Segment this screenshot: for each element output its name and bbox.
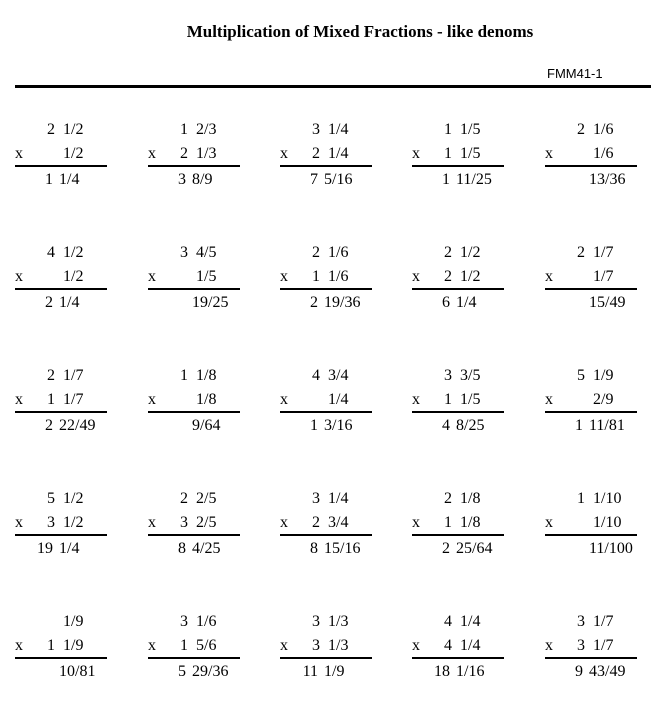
answer-fraction: 1/4 xyxy=(59,540,80,557)
multiplicand-whole: 3 xyxy=(577,613,585,630)
multiplier-fraction: 1/4 xyxy=(328,391,349,408)
multiplicand-whole: 5 xyxy=(47,490,55,507)
answer-bar xyxy=(148,657,240,659)
multiplicand xyxy=(15,367,107,385)
problem xyxy=(545,613,637,683)
multiplicand-fraction: 1/2 xyxy=(63,490,84,507)
problem xyxy=(412,367,504,437)
multiplier-whole: 4 xyxy=(444,637,452,654)
answer-bar xyxy=(545,411,637,413)
answer xyxy=(412,171,504,189)
multiplicand xyxy=(412,490,504,508)
multiplicand-fraction: 1/4 xyxy=(460,613,481,630)
answer-whole: 3 xyxy=(178,171,186,188)
problem xyxy=(545,121,637,191)
times-sign: x xyxy=(148,268,156,285)
multiplier xyxy=(148,637,240,655)
answer-fraction: 10/81 xyxy=(59,663,96,680)
answer-fraction: 22/49 xyxy=(59,417,96,434)
multiplier xyxy=(545,637,637,655)
answer-whole: 8 xyxy=(178,540,186,557)
multiplicand-fraction: 1/6 xyxy=(196,613,217,630)
answer-whole: 19 xyxy=(37,540,53,557)
answer-fraction: 25/64 xyxy=(456,540,493,557)
problem xyxy=(280,613,372,683)
multiplier xyxy=(15,637,107,655)
multiplicand-whole: 2 xyxy=(180,490,188,507)
problem xyxy=(15,367,107,437)
multiplier-whole: 3 xyxy=(180,514,188,531)
multiplier xyxy=(280,268,372,286)
multiplicand-whole: 3 xyxy=(444,367,452,384)
problem xyxy=(280,121,372,191)
multiplier-fraction: 1/6 xyxy=(328,268,349,285)
multiplier-fraction: 2/9 xyxy=(593,391,614,408)
problem xyxy=(280,490,372,560)
answer-whole: 8 xyxy=(310,540,318,557)
multiplier-whole: 2 xyxy=(312,145,320,162)
times-sign: x xyxy=(412,145,420,162)
answer-bar xyxy=(148,411,240,413)
answer-bar xyxy=(412,411,504,413)
times-sign: x xyxy=(412,514,420,531)
answer-bar xyxy=(280,657,372,659)
multiplicand-fraction: 1/6 xyxy=(328,244,349,261)
answer xyxy=(15,417,107,435)
times-sign: x xyxy=(15,268,23,285)
answer-fraction: 8/9 xyxy=(192,171,213,188)
answer-whole: 6 xyxy=(442,294,450,311)
answer-whole: 2 xyxy=(45,417,53,434)
answer-bar xyxy=(15,411,107,413)
answer-whole: 4 xyxy=(442,417,450,434)
answer xyxy=(280,171,372,189)
times-sign: x xyxy=(148,514,156,531)
answer-fraction: 1/4 xyxy=(59,294,80,311)
problem xyxy=(545,367,637,437)
answer-whole: 2 xyxy=(45,294,53,311)
multiplicand-whole: 3 xyxy=(180,244,188,261)
problem xyxy=(15,244,107,314)
multiplier xyxy=(15,268,107,286)
answer xyxy=(148,540,240,558)
answer-fraction: 43/49 xyxy=(589,663,626,680)
multiplier-fraction: 1/10 xyxy=(593,514,622,531)
answer-bar xyxy=(15,165,107,167)
answer-whole: 1 xyxy=(45,171,53,188)
multiplicand xyxy=(280,490,372,508)
answer-whole: 5 xyxy=(178,663,186,680)
multiplier-whole: 2 xyxy=(180,145,188,162)
problem xyxy=(545,490,637,560)
answer xyxy=(15,171,107,189)
multiplicand-whole: 4 xyxy=(47,244,55,261)
answer-bar xyxy=(280,534,372,536)
answer-fraction: 4/25 xyxy=(192,540,221,557)
problem xyxy=(148,121,240,191)
multiplicand-whole: 2 xyxy=(577,244,585,261)
answer xyxy=(148,417,240,435)
answer-whole: 18 xyxy=(434,663,450,680)
problem xyxy=(280,367,372,437)
multiplicand xyxy=(15,244,107,262)
multiplier-fraction: 1/3 xyxy=(196,145,217,162)
multiplicand-whole: 1 xyxy=(444,121,452,138)
multiplier-fraction: 5/6 xyxy=(196,637,217,654)
multiplier-fraction: 1/9 xyxy=(63,637,84,654)
multiplier-fraction: 1/4 xyxy=(328,145,349,162)
problem xyxy=(148,244,240,314)
answer-bar xyxy=(412,534,504,536)
multiplicand xyxy=(545,244,637,262)
answer-whole: 7 xyxy=(310,171,318,188)
answer xyxy=(15,540,107,558)
problem xyxy=(15,121,107,191)
multiplicand xyxy=(148,121,240,139)
multiplicand-fraction: 1/10 xyxy=(593,490,622,507)
multiplicand xyxy=(15,490,107,508)
answer-whole: 2 xyxy=(310,294,318,311)
times-sign: x xyxy=(15,391,23,408)
multiplicand xyxy=(15,613,107,631)
answer xyxy=(545,171,637,189)
answer-bar xyxy=(545,288,637,290)
multiplier xyxy=(412,637,504,655)
multiplicand xyxy=(280,244,372,262)
times-sign: x xyxy=(545,268,553,285)
answer xyxy=(15,294,107,312)
answer-bar xyxy=(412,165,504,167)
times-sign: x xyxy=(148,391,156,408)
answer xyxy=(148,171,240,189)
answer xyxy=(545,540,637,558)
answer-bar xyxy=(545,657,637,659)
multiplier-whole: 3 xyxy=(47,514,55,531)
problem xyxy=(15,490,107,560)
multiplicand xyxy=(545,121,637,139)
answer-fraction: 11/100 xyxy=(589,540,633,557)
answer xyxy=(412,663,504,681)
multiplier xyxy=(148,268,240,286)
multiplicand xyxy=(545,613,637,631)
multiplicand-fraction: 1/7 xyxy=(63,367,84,384)
answer-fraction: 3/16 xyxy=(324,417,353,434)
multiplicand-whole: 1 xyxy=(577,490,585,507)
answer-fraction: 1/4 xyxy=(59,171,80,188)
multiplier xyxy=(545,145,637,163)
multiplicand-whole: 3 xyxy=(312,121,320,138)
multiplicand-whole: 2 xyxy=(444,490,452,507)
multiplicand-whole: 1 xyxy=(180,121,188,138)
multiplier-fraction: 2/5 xyxy=(196,514,217,531)
page-title: Multiplication of Mixed Fractions - like denoms xyxy=(186,22,534,41)
multiplicand xyxy=(545,367,637,385)
multiplicand-whole: 3 xyxy=(312,490,320,507)
answer-fraction: 15/16 xyxy=(324,540,361,557)
multiplier xyxy=(148,514,240,532)
multiplicand-whole: 5 xyxy=(577,367,585,384)
answer-whole: 9 xyxy=(575,663,583,680)
multiplier-fraction: 1/2 xyxy=(63,145,84,162)
multiplier-fraction: 1/5 xyxy=(460,391,481,408)
times-sign: x xyxy=(280,514,288,531)
multiplier xyxy=(148,391,240,409)
times-sign: x xyxy=(545,514,553,531)
multiplicand xyxy=(545,490,637,508)
times-sign: x xyxy=(148,637,156,654)
multiplier-fraction: 1/2 xyxy=(63,268,84,285)
multiplicand-fraction: 1/7 xyxy=(593,613,614,630)
times-sign: x xyxy=(148,145,156,162)
answer-fraction: 11/25 xyxy=(456,171,492,188)
multiplier xyxy=(280,145,372,163)
multiplicand-fraction: 3/4 xyxy=(328,367,349,384)
multiplier-whole: 3 xyxy=(312,637,320,654)
multiplier xyxy=(412,514,504,532)
multiplier xyxy=(15,145,107,163)
multiplicand-fraction: 1/7 xyxy=(593,244,614,261)
answer xyxy=(15,663,107,681)
multiplicand-whole: 1 xyxy=(180,367,188,384)
multiplicand-fraction: 2/5 xyxy=(196,490,217,507)
multiplier-whole: 2 xyxy=(312,514,320,531)
multiplier-fraction: 1/3 xyxy=(328,637,349,654)
multiplier-fraction: 1/2 xyxy=(460,268,481,285)
multiplier-whole: 3 xyxy=(577,637,585,654)
answer-bar xyxy=(15,534,107,536)
multiplicand-fraction: 1/3 xyxy=(328,613,349,630)
answer-bar xyxy=(148,288,240,290)
multiplier-whole: 1 xyxy=(444,391,452,408)
answer-bar xyxy=(148,534,240,536)
times-sign: x xyxy=(280,391,288,408)
problem xyxy=(412,121,504,191)
answer-bar xyxy=(280,411,372,413)
answer-bar xyxy=(148,165,240,167)
multiplier-whole: 1 xyxy=(444,514,452,531)
problem xyxy=(412,244,504,314)
answer-fraction: 15/49 xyxy=(589,294,626,311)
multiplicand xyxy=(148,613,240,631)
multiplier-fraction: 1/5 xyxy=(196,268,217,285)
times-sign: x xyxy=(280,145,288,162)
answer-fraction: 1/16 xyxy=(456,663,485,680)
multiplicand-whole: 2 xyxy=(444,244,452,261)
answer-fraction: 8/25 xyxy=(456,417,485,434)
multiplier-whole: 1 xyxy=(47,637,55,654)
answer xyxy=(412,540,504,558)
multiplier xyxy=(148,145,240,163)
answer-bar xyxy=(412,657,504,659)
multiplier xyxy=(412,145,504,163)
multiplicand-fraction: 1/6 xyxy=(593,121,614,138)
times-sign: x xyxy=(412,637,420,654)
multiplier xyxy=(545,268,637,286)
answer xyxy=(412,294,504,312)
multiplicand-fraction: 1/4 xyxy=(328,121,349,138)
multiplier xyxy=(280,391,372,409)
answer-whole: 2 xyxy=(442,540,450,557)
problem xyxy=(412,490,504,560)
multiplicand-fraction: 1/2 xyxy=(63,121,84,138)
answer-fraction: 19/36 xyxy=(324,294,361,311)
multiplicand xyxy=(412,367,504,385)
times-sign: x xyxy=(545,391,553,408)
multiplier-whole: 1 xyxy=(444,145,452,162)
multiplicand xyxy=(412,121,504,139)
times-sign: x xyxy=(280,637,288,654)
multiplicand-fraction: 2/3 xyxy=(196,121,217,138)
multiplier-fraction: 1/7 xyxy=(593,637,614,654)
multiplicand-fraction: 1/9 xyxy=(593,367,614,384)
times-sign: x xyxy=(280,268,288,285)
problem xyxy=(412,613,504,683)
multiplier-fraction: 1/8 xyxy=(196,391,217,408)
problem xyxy=(280,244,372,314)
answer-bar xyxy=(15,288,107,290)
answer-fraction: 13/36 xyxy=(589,171,626,188)
multiplicand-whole: 2 xyxy=(312,244,320,261)
answer xyxy=(280,417,372,435)
answer-whole: 1 xyxy=(310,417,318,434)
header-rule xyxy=(15,85,651,88)
multiplier xyxy=(412,391,504,409)
answer-fraction: 11/81 xyxy=(589,417,625,434)
multiplier xyxy=(15,514,107,532)
answer xyxy=(280,663,372,681)
multiplier-fraction: 1/2 xyxy=(63,514,84,531)
multiplier xyxy=(280,637,372,655)
multiplier xyxy=(412,268,504,286)
multiplicand-fraction: 1/8 xyxy=(196,367,217,384)
answer-bar xyxy=(545,534,637,536)
multiplicand-whole: 4 xyxy=(312,367,320,384)
multiplier-whole: 1 xyxy=(47,391,55,408)
answer-fraction: 1/9 xyxy=(324,663,345,680)
times-sign: x xyxy=(412,268,420,285)
multiplicand-fraction: 4/5 xyxy=(196,244,217,261)
answer-fraction: 29/36 xyxy=(192,663,229,680)
multiplicand-whole: 2 xyxy=(47,367,55,384)
answer-bar xyxy=(412,288,504,290)
multiplicand xyxy=(148,490,240,508)
multiplicand xyxy=(280,367,372,385)
multiplicand-fraction: 3/5 xyxy=(460,367,481,384)
multiplicand-fraction: 1/8 xyxy=(460,490,481,507)
answer xyxy=(412,417,504,435)
answer xyxy=(545,417,637,435)
answer-fraction: 1/4 xyxy=(456,294,477,311)
multiplicand-whole: 2 xyxy=(47,121,55,138)
times-sign: x xyxy=(15,637,23,654)
multiplicand-fraction: 1/2 xyxy=(63,244,84,261)
multiplier-whole: 1 xyxy=(180,637,188,654)
multiplicand-fraction: 1/2 xyxy=(460,244,481,261)
answer-bar xyxy=(545,165,637,167)
multiplicand-fraction: 1/5 xyxy=(460,121,481,138)
multiplicand xyxy=(148,244,240,262)
multiplier xyxy=(545,391,637,409)
answer xyxy=(148,294,240,312)
multiplicand-whole: 2 xyxy=(577,121,585,138)
multiplier-fraction: 1/7 xyxy=(593,268,614,285)
multiplier xyxy=(15,391,107,409)
multiplier-fraction: 3/4 xyxy=(328,514,349,531)
multiplier-fraction: 1/6 xyxy=(593,145,614,162)
answer-bar xyxy=(280,288,372,290)
answer xyxy=(545,294,637,312)
multiplicand-whole: 3 xyxy=(312,613,320,630)
answer-fraction: 5/16 xyxy=(324,171,353,188)
answer xyxy=(280,294,372,312)
multiplier-fraction: 1/5 xyxy=(460,145,481,162)
times-sign: x xyxy=(545,145,553,162)
multiplicand-whole: 3 xyxy=(180,613,188,630)
answer-whole: 11 xyxy=(302,663,318,680)
multiplier xyxy=(545,514,637,532)
multiplicand xyxy=(412,244,504,262)
problem xyxy=(545,244,637,314)
times-sign: x xyxy=(545,637,553,654)
times-sign: x xyxy=(412,391,420,408)
answer-fraction: 9/64 xyxy=(192,417,221,434)
multiplier-fraction: 1/4 xyxy=(460,637,481,654)
answer-bar xyxy=(280,165,372,167)
multiplicand-whole: 4 xyxy=(444,613,452,630)
multiplicand-fraction: 1/9 xyxy=(63,613,84,630)
answer-whole: 1 xyxy=(442,171,450,188)
multiplicand xyxy=(280,613,372,631)
multiplier-whole: 2 xyxy=(444,268,452,285)
times-sign: x xyxy=(15,514,23,531)
answer xyxy=(148,663,240,681)
problem xyxy=(148,490,240,560)
answer xyxy=(545,663,637,681)
problem xyxy=(148,613,240,683)
multiplier xyxy=(280,514,372,532)
multiplicand xyxy=(148,367,240,385)
multiplicand xyxy=(412,613,504,631)
answer-whole: 1 xyxy=(575,417,583,434)
multiplier-fraction: 1/8 xyxy=(460,514,481,531)
multiplicand xyxy=(280,121,372,139)
multiplier-fraction: 1/7 xyxy=(63,391,84,408)
answer-fraction: 19/25 xyxy=(192,294,229,311)
answer-bar xyxy=(15,657,107,659)
times-sign: x xyxy=(15,145,23,162)
multiplicand-fraction: 1/4 xyxy=(328,490,349,507)
problem xyxy=(148,367,240,437)
multiplicand xyxy=(15,121,107,139)
worksheet-code: FMM41-1 xyxy=(547,66,603,81)
problem xyxy=(15,613,107,683)
answer xyxy=(280,540,372,558)
multiplier-whole: 1 xyxy=(312,268,320,285)
